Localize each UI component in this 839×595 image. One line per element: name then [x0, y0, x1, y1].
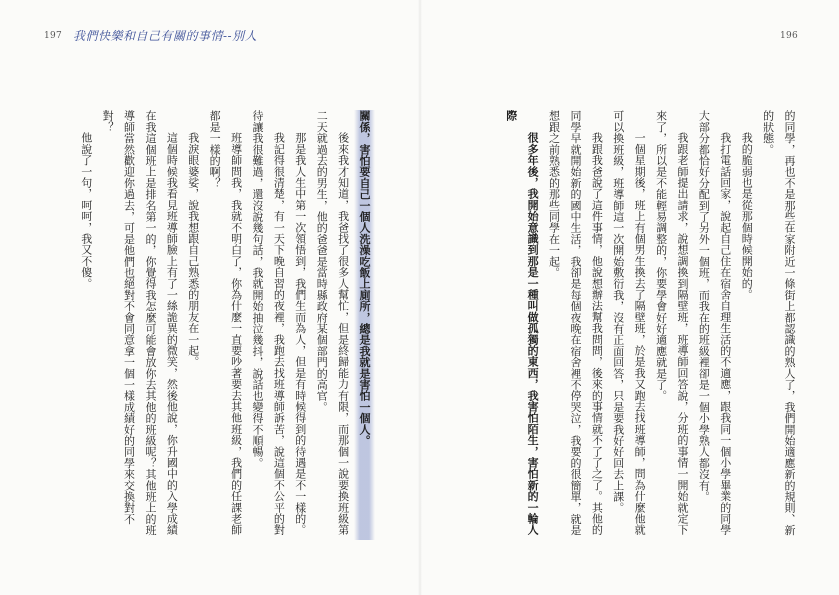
page-number-left: 197	[44, 31, 63, 41]
paragraph: 的同學，再也不是那些在家附近一條街上都認識的熟人了，我們開始適應新的規則、新的狀態。	[761, 110, 796, 536]
left-page-text	[70, 110, 375, 540]
paragraph: 這個時候我看見班導師臉上有了一絲詭異的微笑，然後他說，你升國中的入學成績在我這個班上是排名第一的，你覺得我怎麼可能會放你去其他的班級呢？其他班上的班導師當然歡迎你過去，可是他們也絕對不會同意拿一個一樣成績好的同學來交換對不對？	[101, 110, 179, 536]
paragraph: 後來我才知道，我爸找了很多人幫忙，但是終歸能力有限，而那個一說要換班級第二天就過去的男生，他的爸爸是當時縣政府某個部門的高官。	[315, 110, 350, 536]
paragraph: 我跟我爸說了這件事情，他說想辦法幫我問問，後來的事情就不了了之了。其他的同學早就開始新的國中生活，我卻是每個夜晚在宿舍裡不停哭泣，我要的很簡單，就是想跟之前熟悉的那些同學在一起。	[547, 110, 604, 536]
page-number-right: 196	[780, 31, 799, 41]
paragraph-highlighted: 很多年後，我開始意識到那是一種叫做孤獨的東西，我害怕陌生，害怕新的一輪人際	[504, 110, 540, 536]
paragraph: 我打電話回家，說起自己住在宿舍自理生活的不適應，跟我同一個小學畢業的同學大部分都恰好分配到了另外一個班，而我在的班級裡卻是一個小學熟人都沒有。	[697, 110, 732, 536]
paragraph: 班導師問我，我就不明白了，你為什麼一直要吵著要去其他班級，我們的任課老師都是一樣的啊？	[208, 110, 243, 536]
paragraph: 我跟老師提出請求，說想調換到隔壁班，班導師回答說，分班的事情一開始就定下來了，所以是不能輕易調整的，你要學會好好適應就是了。	[654, 110, 689, 536]
paragraph: 我記得很清楚，有一天下晚自習的夜裡，我跑去找班導師訴苦，說這個不公平的對待讓我很難過，還沒說幾句話，我就開始抽泣幾抖，說話也變得不順暢。	[250, 110, 286, 536]
right-page-text	[442, 110, 800, 540]
book-gutter	[418, 0, 422, 595]
paragraph: 那是我人生中第一次領悟到，我們生而為人，但是有時候得到的待遇是不一樣的。	[293, 132, 307, 536]
paragraph: 他說了一句，呵呵，我又不傻。	[79, 132, 93, 289]
page-header-handwritten: 我們快樂和自己有關的事情--別人	[73, 29, 258, 43]
paragraph-highlighted: 關係，害怕要自己一個人洗澡吃飯上廁所，總是我就是害怕一個人。	[354, 110, 375, 540]
paragraph: 我淚眼婆娑，說我想跟自己熟悉的朋友在一起。	[186, 132, 200, 368]
paragraph: 一個星期後，班上有個男生換去了隔壁班，於是我又跑去找班導師，問為什麼他就可以換班級，班導師這一次開始敷衍我，沒有正面回答，只是要我好好回去上課。	[611, 110, 647, 536]
paragraph: 我的脆弱也是從那個時候開始的。	[740, 132, 754, 300]
